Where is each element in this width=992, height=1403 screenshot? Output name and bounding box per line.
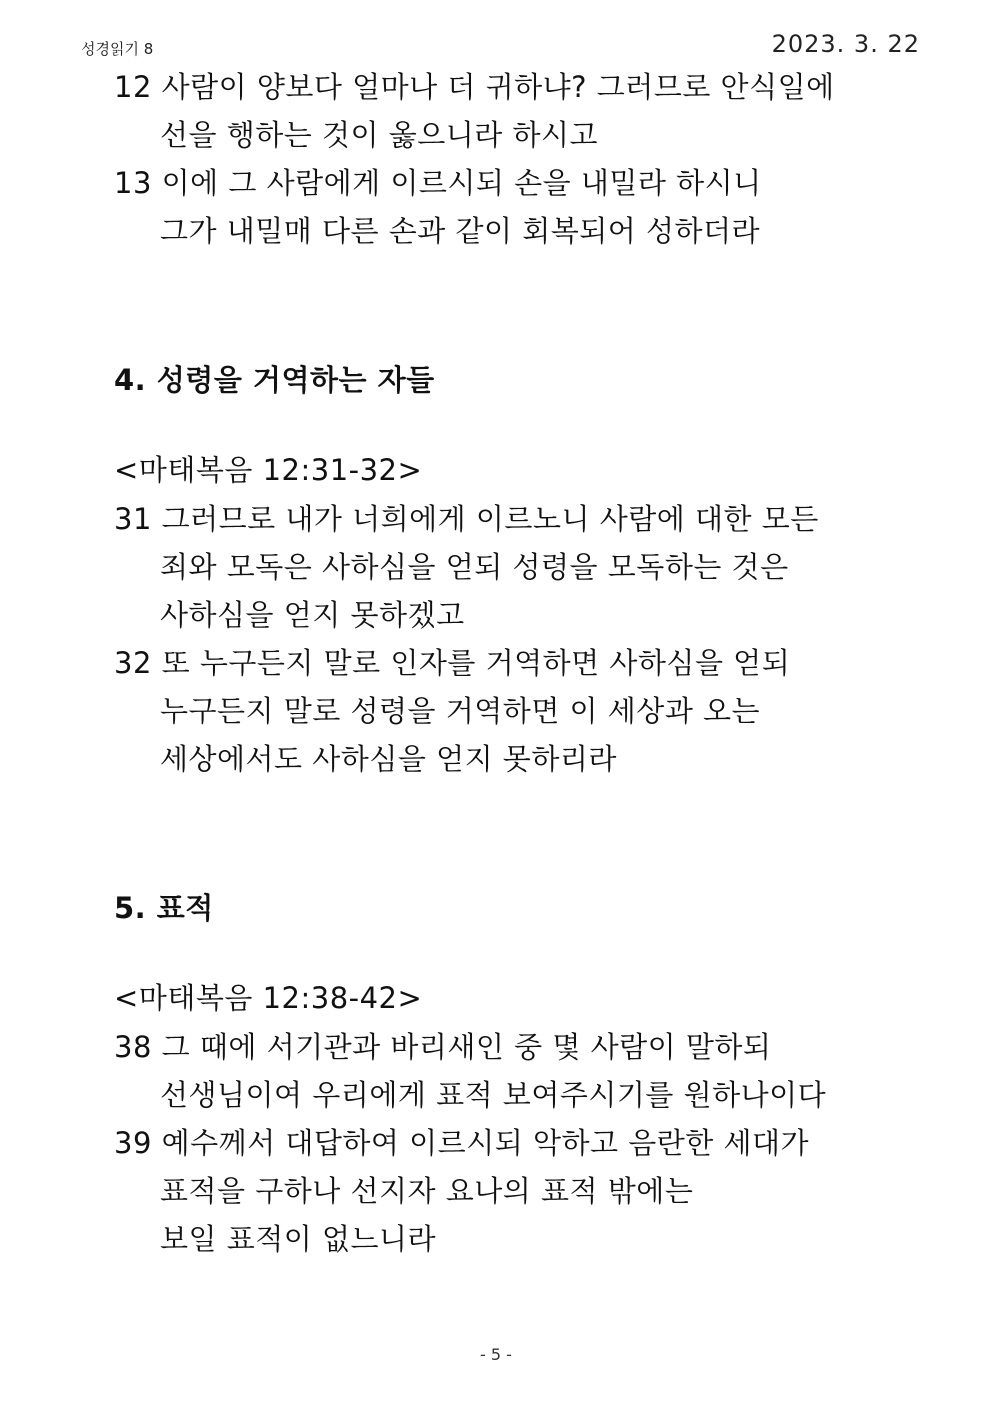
verse-line: 보일 표적이 없느니라 [160, 1222, 437, 1256]
verse-line: 12 사람이 양보다 얼마나 더 귀하냐? 그러므로 안식일에 [114, 70, 835, 104]
verse-line: 31 그러므로 내가 너희에게 이르노니 사람에 대한 모든 [114, 502, 819, 536]
verse-line: 세상에서도 사하심을 얻지 못하리라 [160, 742, 617, 776]
page-number: - 5 - [480, 1345, 512, 1364]
verse-line: 표적을 구하나 선지자 요나의 표적 밖에는 [160, 1174, 694, 1208]
section-heading: 4. 성령을 거역하는 자들 [114, 363, 435, 397]
verse-line: 누구든지 말로 성령을 거역하면 이 세상과 오는 [160, 694, 761, 728]
document-date: 2023. 3. 22 [771, 30, 920, 58]
section-heading: 5. 표적 [114, 891, 214, 925]
verse-line: 사하심을 얻지 못하겠고 [160, 598, 465, 632]
verse-line: 그가 내밀매 다른 손과 같이 회복되어 성하더라 [160, 214, 761, 248]
verse-line: 선생님이여 우리에게 표적 보여주시기를 원하나이다 [160, 1078, 827, 1112]
verse-line: 13 이에 그 사람에게 이르시되 손을 내밀라 하시니 [114, 166, 762, 200]
verse-line: 38 그 때에 서기관과 바리새인 중 몇 사람이 말하되 [114, 1030, 772, 1064]
verse-line: 32 또 누구든지 말로 인자를 거역하면 사하심을 얻되 [114, 646, 791, 680]
verse-line: 죄와 모독은 사하심을 얻되 성령을 모독하는 것은 [160, 550, 789, 584]
scripture-reference: <마태복음 12:31-32> [114, 453, 423, 487]
verse-line: 선을 행하는 것이 옳으니라 하시고 [160, 118, 599, 152]
scripture-reference: <마태복음 12:38-42> [114, 981, 423, 1015]
document-title: 성경읽기 8 [81, 40, 154, 58]
verse-line: 39 예수께서 대답하여 이르시되 악하고 음란한 세대가 [114, 1126, 810, 1160]
